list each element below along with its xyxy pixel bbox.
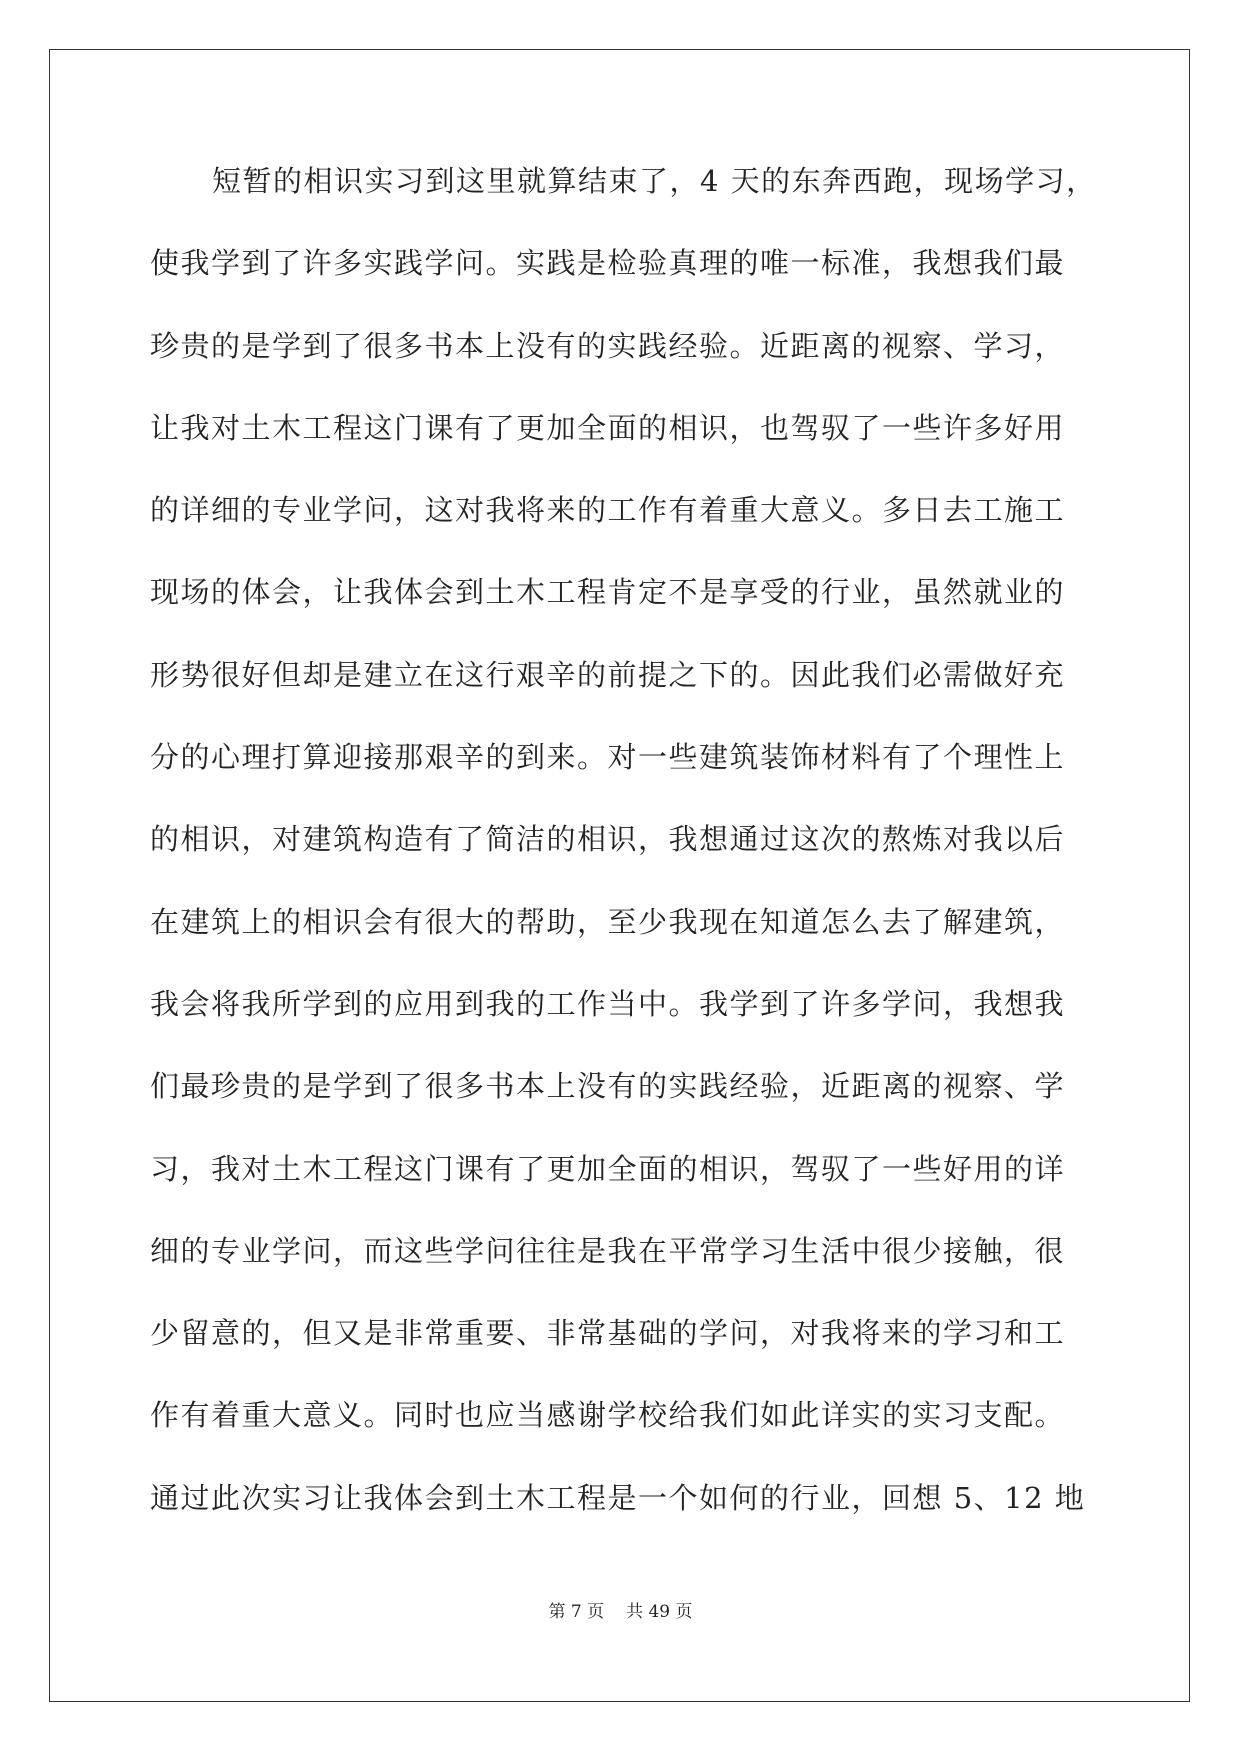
page-total: 共 49 页 (626, 1602, 693, 1622)
page-number: 第 7 页 (548, 1602, 605, 1622)
text-line: 形势很好但却是建立在这行艰辛的前提之下的。因此我们必需做好充 (150, 657, 1066, 692)
text-line: 珍贵的是学到了很多书本上没有的实践经验。近距离的视察、学习， (150, 328, 1066, 363)
text-line: 让我对土木工程这门课有了更加全面的相识，也驾驭了一些许多好用 (150, 410, 1066, 445)
text-line: 我会将我所学到的应用到我的工作当中。我学到了许多学问，我想我 (150, 986, 1066, 1021)
text-line: 现场的体会，让我体会到土木工程肯定不是享受的行业，虽然就业的 (150, 575, 1066, 610)
text-line: 的详细的专业学问，这对我将来的工作有着重大意义。多日去工施工 (150, 493, 1066, 528)
text-line: 通过此次实习让我体会到土木工程是一个如何的行业，回想 5、12 地 (150, 1480, 1086, 1515)
text-line: 使我学到了许多实践学问。实践是检验真理的唯一标准，我想我们最 (150, 246, 1066, 281)
text-line: 习，我对土木工程这门课有了更加全面的相识，驾驭了一些好用的详 (150, 1151, 1066, 1186)
page-footer (0, 1597, 1241, 1622)
text-line: 作有着重大意义。同时也应当感谢学校给我们如此详实的实习支配。 (150, 1398, 1066, 1433)
text-line: 在建筑上的相识会有很大的帮助，至少我现在知道怎么去了解建筑， (150, 904, 1066, 939)
text-line: 的相识，对建筑构造有了简洁的相识，我想通过这次的熬炼对我以后 (150, 822, 1066, 857)
text-line: 细的专业学问，而这些学问往往是我在平常学习生活中很少接触，很 (150, 1233, 1066, 1268)
text-line: 们最珍贵的是学到了很多书本上没有的实践经验，近距离的视察、学 (150, 1069, 1066, 1104)
text-line: 少留意的，但又是非常重要、非常基础的学问，对我将来的学习和工 (150, 1316, 1066, 1351)
text-line: 分的心理打算迎接那艰辛的到来。对一些建筑装饰材料有了个理性上 (150, 740, 1066, 775)
body-text (150, 155, 1097, 1554)
text-line: 短暂的相识实习到这里就算结束了，4 天的东奔西跑，现场学习， (212, 164, 1097, 198)
